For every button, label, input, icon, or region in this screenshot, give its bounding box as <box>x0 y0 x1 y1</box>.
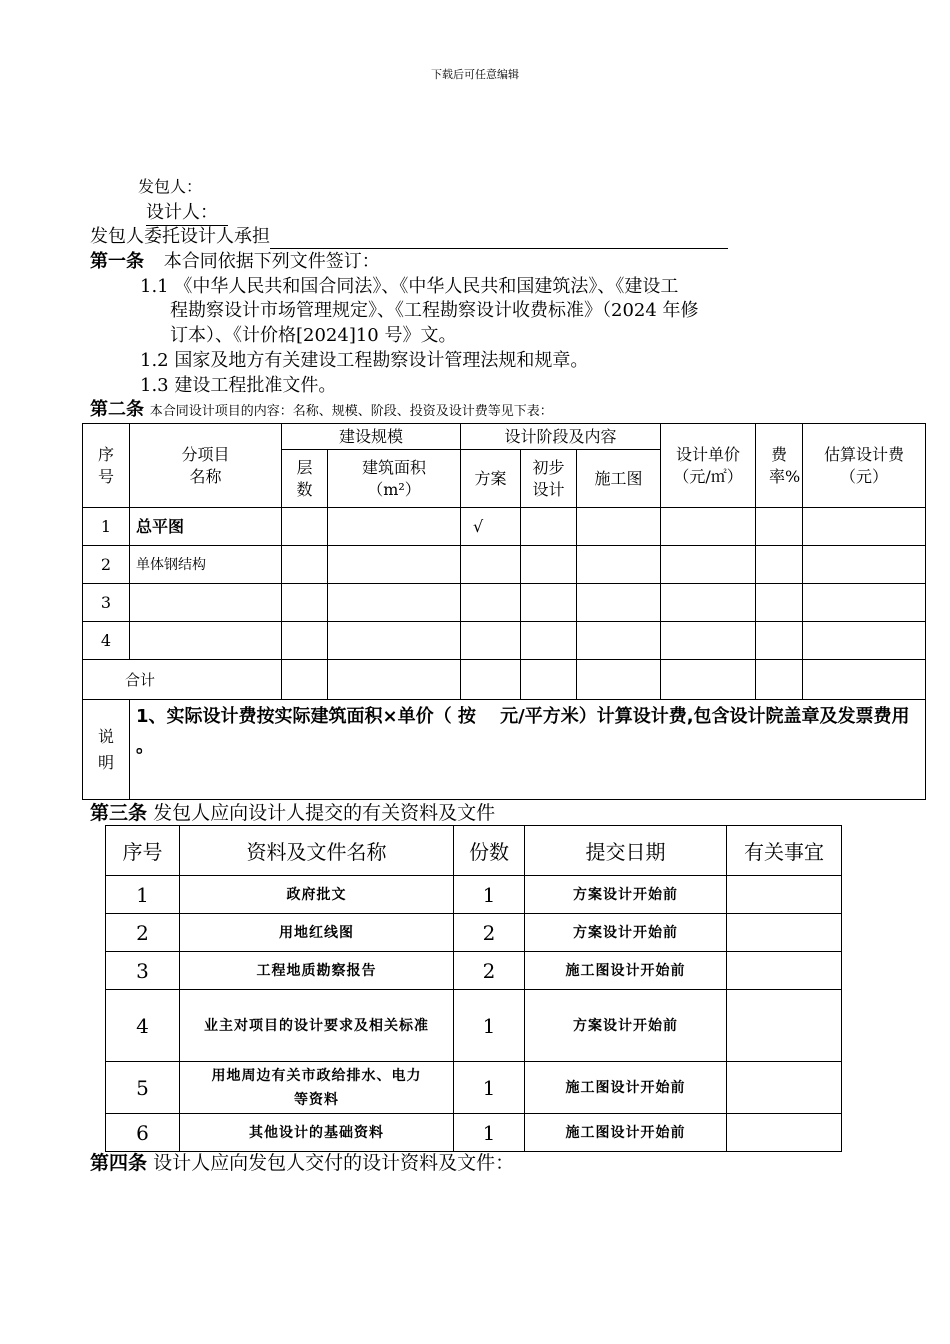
entrust-text: 发包人委托设计人承担 <box>90 226 270 247</box>
row-notes[interactable] <box>727 1062 842 1114</box>
table-row <box>106 1114 842 1152</box>
row-document-name: 业主对项目的设计要求及相关标准 <box>180 990 454 1062</box>
cell[interactable] <box>282 622 328 660</box>
row-document-name: 用地红线图 <box>180 914 454 952</box>
cell[interactable] <box>282 508 328 546</box>
design-items-table <box>82 423 926 800</box>
article-3-title: 第三条 <box>90 802 148 824</box>
cell[interactable] <box>282 546 328 584</box>
header-seq: 序号 <box>83 424 130 508</box>
row-notes[interactable] <box>727 990 842 1062</box>
row-item-name <box>130 584 282 622</box>
cell[interactable] <box>803 508 926 546</box>
row-document-name: 政府批文 <box>180 876 454 914</box>
header-preliminary: 初步设计 <box>521 450 577 508</box>
article-2-title: 第二条 <box>90 399 144 420</box>
row-number: 4 <box>106 990 180 1062</box>
table-row <box>106 990 842 1062</box>
cell[interactable] <box>756 546 803 584</box>
item-1-1-line1: 1.1 《中华人民共和国合同法》、《中华人民共和国建筑法》、《建设工 <box>140 276 679 297</box>
cell[interactable] <box>328 508 461 546</box>
header-notes: 有关事宜 <box>727 826 842 876</box>
header-scale: 建设规模 <box>282 424 461 450</box>
cell[interactable] <box>756 660 803 700</box>
item-1-3: 1.3 建设工程批准文件。 <box>140 375 337 396</box>
cell[interactable] <box>756 584 803 622</box>
row-number: 2 <box>83 546 130 584</box>
article-4 <box>90 1151 514 1175</box>
row-document-name: 其他设计的基础资料 <box>180 1114 454 1152</box>
row-copies: 1 <box>454 990 525 1062</box>
header-area: 建筑面积（m²） <box>328 450 461 508</box>
row-number: 1 <box>83 508 130 546</box>
cell[interactable] <box>521 660 577 700</box>
cell[interactable] <box>577 546 661 584</box>
table-row <box>83 584 926 622</box>
header-scheme: 方案 <box>461 450 521 508</box>
header-floors: 层数 <box>282 450 328 508</box>
cell[interactable] <box>282 584 328 622</box>
article-1-title: 第一条 <box>90 251 144 272</box>
header-submit-date: 提交日期 <box>525 826 727 876</box>
article-1 <box>90 250 380 274</box>
row-document-name: 用地周边有关市政给排水、电力等资料 <box>180 1062 454 1114</box>
article-4-text: 设计人应向发包人交付的设计资料及文件： <box>153 1152 515 1174</box>
table-row <box>83 546 926 584</box>
row-item-name: 单体钢结构 <box>130 546 282 584</box>
header-construction-drawing: 施工图 <box>577 450 661 508</box>
cell[interactable] <box>803 546 926 584</box>
header-copies: 份数 <box>454 826 525 876</box>
cell[interactable] <box>521 622 577 660</box>
article-3-text: 发包人应向设计人提交的有关资料及文件 <box>153 802 496 824</box>
cell[interactable] <box>577 660 661 700</box>
row-copies: 2 <box>454 914 525 952</box>
header-note: 下载后可任意编辑 <box>431 68 519 81</box>
row-copies: 1 <box>454 876 525 914</box>
row-copies: 1 <box>454 1062 525 1114</box>
row-document-name: 工程地质勘察报告 <box>180 952 454 990</box>
row-notes[interactable] <box>727 876 842 914</box>
row-item-name: 总平图 <box>130 508 282 546</box>
table-row <box>83 622 926 660</box>
total-label: 合计 <box>83 660 282 700</box>
table-row <box>106 914 842 952</box>
cell[interactable] <box>328 622 461 660</box>
article-3 <box>90 801 495 825</box>
row-number: 6 <box>106 1114 180 1152</box>
cell[interactable] <box>461 660 521 700</box>
header-document-name: 资料及文件名称 <box>180 826 454 876</box>
cell[interactable] <box>328 660 461 700</box>
row-item-name <box>130 622 282 660</box>
row-number: 2 <box>106 914 180 952</box>
cell[interactable] <box>661 660 756 700</box>
client-documents-table <box>105 825 842 1152</box>
article-4-title: 第四条 <box>90 1152 148 1174</box>
table-row <box>106 876 842 914</box>
cell[interactable] <box>577 508 661 546</box>
table-row <box>106 1062 842 1114</box>
item-1-1-line3: 订本）、《计价格[2024]10 号》文。 <box>170 325 457 346</box>
cell[interactable] <box>661 508 756 546</box>
item-1-2: 1.2 国家及地方有关建设工程勘察设计管理法规和规章。 <box>140 350 589 371</box>
note-text: 1、实际设计费按实际建筑面积×单价（ 按 元/平方米）计算设计费,包含设计院盖章及发票费用 。 <box>130 700 926 800</box>
entrust-line <box>90 225 780 249</box>
table-row <box>106 952 842 990</box>
header-seq: 序号 <box>106 826 180 876</box>
header-unit-price: 设计单价（元/㎡） <box>661 424 756 508</box>
cell[interactable] <box>282 660 328 700</box>
cell[interactable] <box>661 622 756 660</box>
table-row <box>83 508 926 546</box>
cell[interactable] <box>521 546 577 584</box>
cell[interactable] <box>803 584 926 622</box>
row-notes[interactable] <box>727 1114 842 1152</box>
cell[interactable] <box>521 584 577 622</box>
cell[interactable] <box>577 584 661 622</box>
row-submit-date: 方案设计开始前 <box>525 914 727 952</box>
row-number: 3 <box>83 584 130 622</box>
row-scheme-check[interactable]: √ <box>461 508 521 546</box>
cell[interactable] <box>803 660 926 700</box>
row-notes[interactable] <box>727 952 842 990</box>
row-submit-date: 方案设计开始前 <box>525 990 727 1062</box>
row-scheme-check[interactable] <box>461 584 521 622</box>
row-copies: 2 <box>454 952 525 990</box>
entrust-blank[interactable] <box>270 230 728 249</box>
row-number: 5 <box>106 1062 180 1114</box>
cell[interactable] <box>661 584 756 622</box>
row-copies: 1 <box>454 1114 525 1152</box>
cell[interactable] <box>577 622 661 660</box>
row-submit-date: 施工图设计开始前 <box>525 952 727 990</box>
party-a-label: 发包人： <box>138 177 203 196</box>
item-1-1-line2: 程勘察设计市场管理规定》、《工程勘察设计收费标准》（2024 年修 <box>170 300 699 321</box>
row-number: 3 <box>106 952 180 990</box>
cell[interactable] <box>328 546 461 584</box>
row-submit-date: 施工图设计开始前 <box>525 1114 727 1152</box>
header-rate: 费率% <box>756 424 803 508</box>
cell[interactable] <box>661 546 756 584</box>
article-1-text: 本合同依据下列文件签订： <box>163 251 380 272</box>
cell[interactable] <box>521 508 577 546</box>
note-label: 说明 <box>83 700 130 800</box>
header-estimated-fee: 估算设计费（元） <box>803 424 926 508</box>
header-stage: 设计阶段及内容 <box>461 424 661 450</box>
row-scheme-check[interactable] <box>461 546 521 584</box>
article-2-text: 本合同设计项目的内容：名称、规模、阶段、投资及设计费等见下表： <box>149 404 553 419</box>
row-submit-date: 方案设计开始前 <box>525 876 727 914</box>
cell[interactable] <box>803 622 926 660</box>
designer-label: 设计人： <box>146 201 228 226</box>
row-notes[interactable] <box>727 914 842 952</box>
cell[interactable] <box>756 622 803 660</box>
row-number: 1 <box>106 876 180 914</box>
cell[interactable] <box>756 508 803 546</box>
note-row <box>83 700 926 800</box>
row-scheme-check[interactable] <box>461 622 521 660</box>
row-number: 4 <box>83 622 130 660</box>
header-item-name: 分项目名称 <box>130 424 282 508</box>
cell[interactable] <box>328 584 461 622</box>
article-2 <box>90 398 553 424</box>
row-submit-date: 施工图设计开始前 <box>525 1062 727 1114</box>
total-row <box>83 660 926 700</box>
